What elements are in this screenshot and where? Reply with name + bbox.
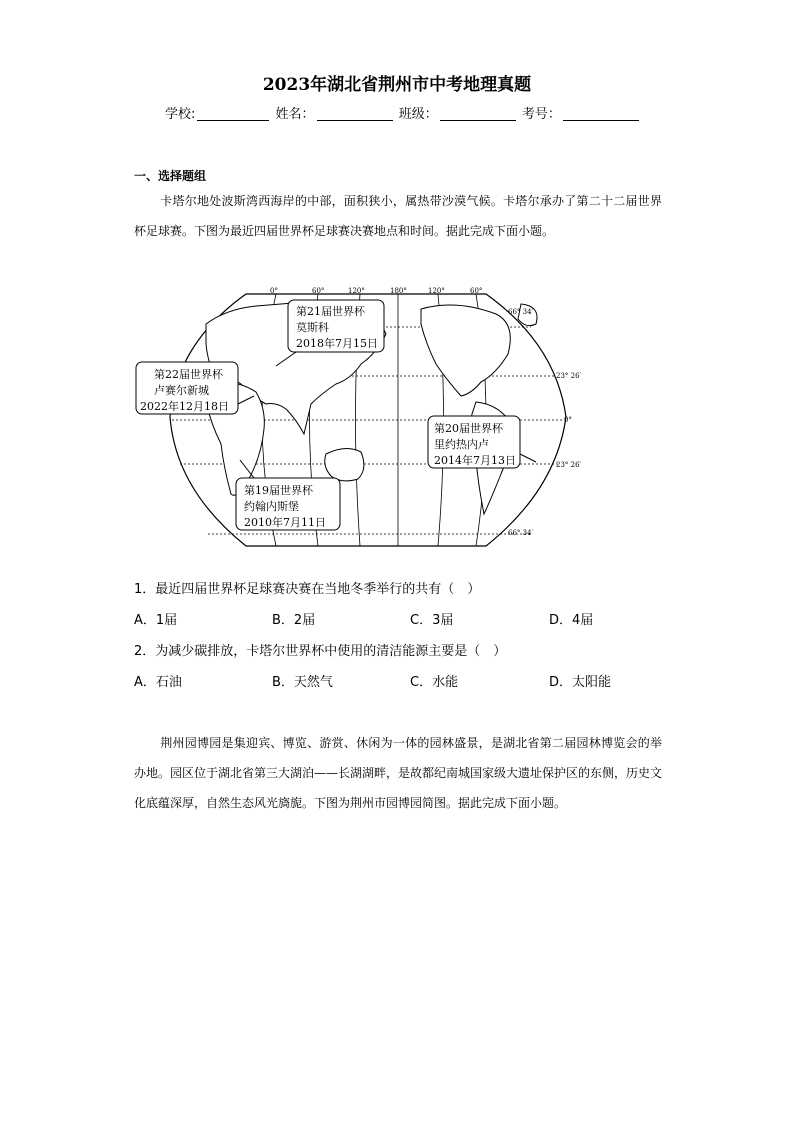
class-blank[interactable]	[440, 106, 516, 121]
q2-option-a[interactable]: A．石油	[134, 675, 182, 690]
callout-line: 2010年7月11日	[244, 516, 326, 529]
lat-label: 0°	[564, 416, 572, 424]
q1-option-a[interactable]: A．1届	[134, 613, 178, 628]
australia-shape	[325, 448, 364, 480]
north-america-shape	[421, 305, 510, 396]
lat-label: 23° 26′	[556, 461, 582, 469]
callout-line: 里约热内卢	[434, 438, 489, 451]
lat-label: 66° 34′	[508, 529, 534, 537]
school-label: 学校:	[165, 107, 196, 122]
callout-2014-rio	[428, 416, 536, 468]
lon-label: 120°	[428, 287, 445, 295]
callout-line: 第21届世界杯	[296, 305, 365, 318]
world-map-figure	[136, 284, 582, 550]
exam-no-blank[interactable]	[563, 106, 639, 121]
callout-line: 第19届世界杯	[244, 484, 313, 497]
callout-line: 约翰内斯堡	[244, 500, 299, 513]
question-2-stem: 2．为减少碳排放，卡塔尔世界杯中使用的清洁能源主要是（ ）	[134, 644, 507, 659]
lon-label: 0°	[270, 287, 278, 295]
callout-line: 2014年7月13日	[434, 454, 516, 467]
q2-option-d[interactable]: D．太阳能	[549, 675, 612, 690]
callout-line: 莫斯科	[296, 321, 329, 334]
lon-label: 120°	[348, 287, 365, 295]
callout-line: 卢赛尔新城	[154, 384, 209, 397]
lon-label: 60°	[470, 287, 483, 295]
intro-paragraph-1	[134, 186, 662, 246]
intro-paragraph-1-text: 卡塔尔地处波斯湾西海岸的中部，面积狭小，属热带沙漠气候。卡塔尔承办了第二十二届世界杯足球赛。下图为最近四届世界杯足球赛决赛地点和时间。据此完成下面小题。	[134, 194, 662, 238]
lat-label: 66° 34′	[508, 308, 534, 316]
callout-2022-lusail	[136, 362, 254, 414]
callout-line: 第20届世界杯	[434, 422, 503, 435]
school-blank[interactable]	[197, 106, 269, 121]
exam-no-label: 考号：	[521, 107, 561, 122]
callout-line: 2018年7月15日	[296, 337, 378, 350]
q2-option-b[interactable]: B．天然气	[272, 675, 333, 690]
name-label: 姓名：	[275, 107, 315, 122]
q1-option-d[interactable]: D．4届	[549, 613, 594, 628]
lon-label: 180°	[390, 287, 407, 295]
intro-paragraph-2-text: 荆州园博园是集迎宾、博览、游赏、休闲为一体的园林盛景，是湖北省第二届园林博览会的举办地。园区位于湖北省第三大湖泊——长湖湖畔，是故都纪南城国家级大遗址保护区的东侧，历史文化底蕴深厚，自然生态风光旖旎。下图为荆州市园博园简图。据此完成下面小题。	[134, 736, 663, 810]
page-title: 2023年湖北省荆州市中考地理真题	[262, 75, 532, 95]
q2-option-c[interactable]: C．水能	[410, 675, 459, 690]
section-heading: 一、选择题组	[134, 169, 207, 183]
lat-label: 23° 26′	[556, 372, 582, 380]
callout-line: 第22届世界杯	[154, 368, 223, 381]
lon-label: 60°	[312, 287, 325, 295]
intro-paragraph-2	[134, 728, 662, 818]
q1-option-b[interactable]: B．2届	[272, 613, 316, 628]
student-info-line	[165, 103, 641, 122]
question-1-stem: 1．最近四届世界杯足球赛决赛在当地冬季举行的共有（ ）	[134, 582, 481, 597]
callout-line: 2022年12月18日	[140, 400, 229, 413]
name-blank[interactable]	[317, 106, 393, 121]
q1-option-c[interactable]: C．3届	[410, 613, 454, 628]
class-label: 班级：	[398, 107, 438, 122]
